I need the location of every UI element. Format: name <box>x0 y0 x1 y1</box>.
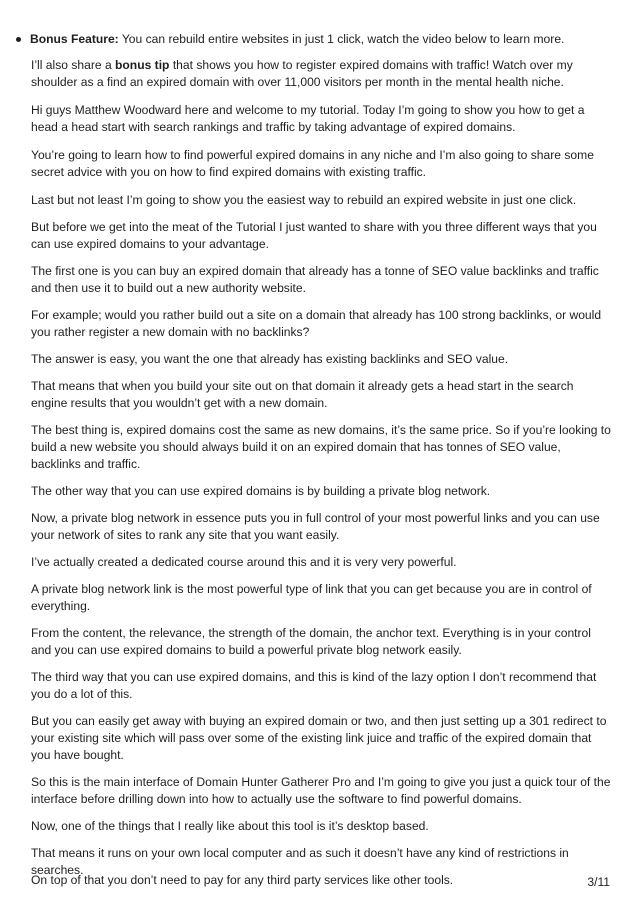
paragraph-10: The other way that you can use expired domains is by building a private blog network. <box>31 484 491 498</box>
paragraph-9: The best thing is, expired domains cost the same as new domains, it’s the same price. So if you’re looking to build a new website you should always build it on an expired domain that has tonnes of SEO value, backlinks and traffic. <box>31 423 611 471</box>
bullet-dot-icon <box>16 37 21 42</box>
intro-text-start: I’ll also share a <box>31 58 116 72</box>
bonus-feature-bullet <box>30 31 590 48</box>
paragraph-1: Hi guys Matthew Woodward here and welcome to my tutorial. Today I’m going to show you how to get a head a head start with search rankings and traffic by taking advantage of expired domains. <box>31 103 585 134</box>
paragraph-19: That means it runs on your own local computer and as such it doesn’t have any kind of restrictions in searches. <box>31 846 569 877</box>
paragraph-3: Last but not least I’m going to show you the easiest way to rebuild an expired website in just one click. <box>31 193 577 207</box>
paragraph-14: From the content, the relevance, the strength of the domain, the anchor text. Everything is in your control and you can use expired domains to build a powerful private blog network easily. <box>31 626 591 657</box>
paragraph-18: Now, one of the things that I really like about this tool is it’s desktop based. <box>31 819 429 833</box>
paragraph-7: The answer is easy, you want the one that already has existing backlinks and SEO value. <box>31 352 509 366</box>
paragraph-17: So this is the main interface of Domain Hunter Gatherer Pro and I’m going to give you just a quick tour of the interface before drilling down into how to actually use the software to find powerful domains. <box>31 775 611 806</box>
bonus-feature-text: You can rebuild entire websites in just 1 click, watch the video below to learn more. <box>118 32 565 46</box>
bonus-tip-bold: bonus tip <box>115 58 170 72</box>
paragraph-13: A private blog network link is the most powerful type of link that you can get because you are in control of everything. <box>31 582 592 613</box>
paragraph-11: Now, a private blog network in essence puts you in full control of your most powerful links and you can use your network of sites to rank any site that you want easily. <box>31 511 600 542</box>
paragraph-12: I’ve actually created a dedicated course around this and it is very very powerful. <box>31 555 457 569</box>
paragraph-15: The third way that you can use expired domains, and this is kind of the lazy option I don’t recommend that you do a lot of this. <box>31 670 597 701</box>
paragraph-2: You’re going to learn how to find powerful expired domains in any niche and I’m also going to share some secret advice with you on how to find expired domains with existing traffic. <box>31 148 594 179</box>
paragraph-20: On top of that you don’t need to pay for any third party services like other tools. <box>31 873 454 887</box>
intro-paragraph <box>31 57 611 91</box>
paragraph-5: The first one is you can buy an expired domain that already has a tonne of SEO value backlinks and traffic and then use it to build out a new authority website. <box>31 264 599 295</box>
intro-text-end: that shows you how to register expired domains with traffic! Watch over my shoulder as a find an expired domain with over 11,000 visitors per month in the mental health niche. <box>31 58 573 89</box>
paragraph-6: For example; would you rather build out a site on a domain that already has 100 strong backlinks, or would you rather register a new domain with no backlinks? <box>31 308 602 339</box>
paragraph-16: But you can easily get away with buying an expired domain or two, and then just setting up a 301 redirect to your existing site which will pass over some of the existing link juice and traffic of the expired domain that you have bought. <box>31 714 607 762</box>
bonus-feature-label: Bonus Feature: <box>30 32 119 46</box>
paragraph-8: That means that when you build your site out on that domain it already gets a head start in the search engine results that you wouldn’t get with a new domain. <box>31 379 574 410</box>
paragraph-4: But before we get into the meat of the Tutorial I just wanted to share with you three different ways that you can use expired domains to your advantage. <box>31 220 597 251</box>
page-number: 3/11 <box>587 875 610 889</box>
